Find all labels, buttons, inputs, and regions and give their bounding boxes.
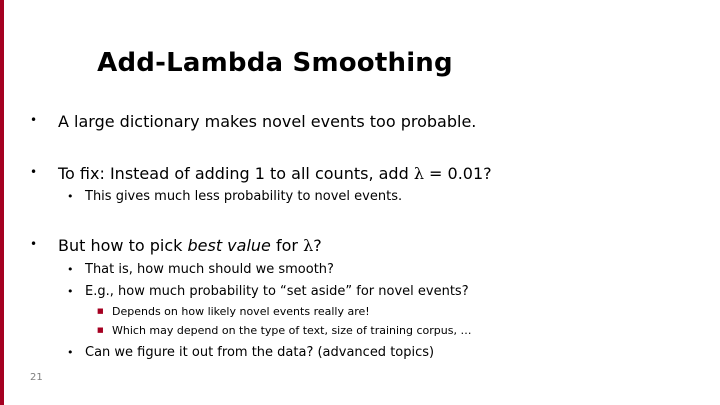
bullet-3-emphasis: best value [187, 236, 271, 255]
bullet-3-text-middle: for [270, 236, 304, 255]
bullet-dot: • [30, 165, 38, 179]
bullet-2-text-before: To fix: Instead of adding 1 to all counts, add [58, 164, 414, 183]
bullet-2-text [58, 164, 492, 183]
sub-sub-bullet-1-text: Depends on how likely novel events really are! [112, 305, 370, 318]
sub-bullet-3-2-text: E.g., how much probability to “set aside” for novel events? [85, 284, 469, 299]
slide-number: 21 [30, 372, 43, 383]
sub-bullet-2-1-text: This gives much less probability to novel events. [85, 189, 403, 204]
sub-bullet-dot: • [67, 285, 74, 298]
bullet-3-text [58, 236, 322, 255]
bullet-3-text-before: But how to pick [58, 236, 188, 255]
bullet-2-text-after: = 0.01? [423, 164, 492, 183]
lambda-symbol: λ [413, 164, 424, 183]
sub-bullet-dot: • [67, 263, 74, 276]
sub-sub-bullet-square: ■ [97, 307, 104, 315]
bullet-dot: • [30, 113, 38, 127]
sub-bullet-dot: • [67, 190, 74, 203]
lambda-symbol: λ [303, 236, 314, 255]
sub-bullet-dot: • [67, 346, 74, 359]
sub-bullet-3-3-text: Can we figure it out from the data? (advanced topics) [85, 345, 435, 360]
sub-sub-bullet-2-text: Which may depend on the type of text, size of training corpus, … [112, 324, 472, 337]
bullet-dot: • [30, 237, 38, 251]
bullet-3-text-after: ? [313, 236, 322, 255]
bullet-1-text: A large dictionary makes novel events too probable. [58, 112, 477, 131]
slide-title: Add-Lambda Smoothing [97, 48, 453, 78]
sub-bullet-3-1-text: That is, how much should we smooth? [85, 262, 334, 277]
sub-sub-bullet-square: ■ [97, 326, 104, 334]
